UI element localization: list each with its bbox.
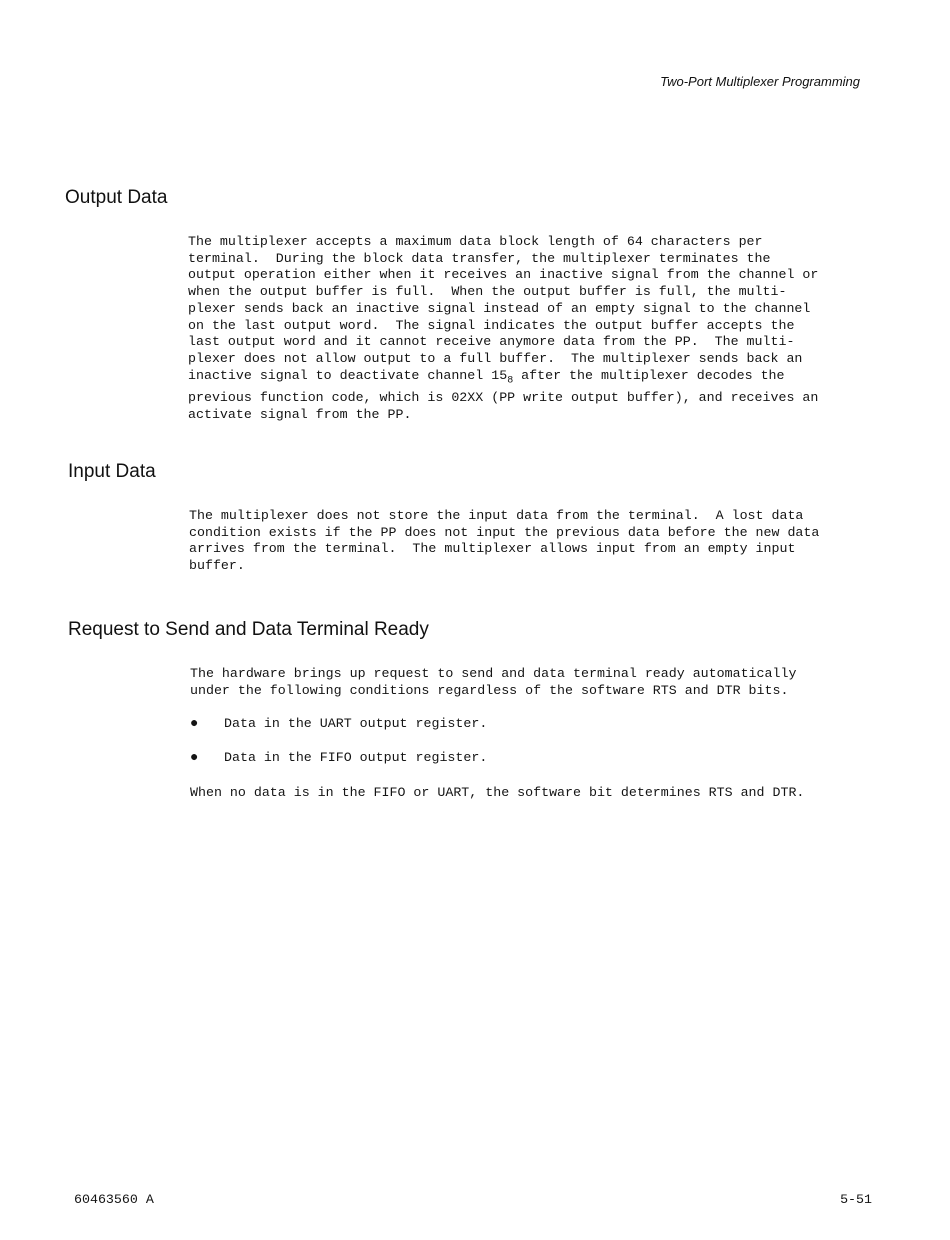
subscript-base: 8 [507,375,514,387]
section-title-output-data: Output Data [65,187,168,208]
output-data-paragraph [188,234,868,423]
text-line: output operation either when it receives an inactive signal from the channel or [188,267,819,283]
bullet-icon: ● [190,750,199,766]
section-title-rts-dtr: Request to Send and Data Terminal Ready [68,619,429,640]
text-line: when the output buffer is full. When the output buffer is full, the multi- [188,284,787,300]
text-line: The multiplexer does not store the input data from the terminal. A lost data [189,508,804,523]
page-number: 5-51 [840,1192,872,1207]
condition-list [190,716,487,784]
text-line: condition exists if the PP does not input the previous data before the new data [189,524,820,540]
text-line: When no data is in the FIFO or UART, the software bit determines RTS and DTR. [190,785,805,800]
text-fragment: inactive signal to deactivate channel 15 [188,367,508,383]
text-line: on the last output word. The signal indicates the output buffer accepts the [188,317,795,333]
bullet-icon: ● [190,716,199,732]
closing-paragraph [190,785,870,802]
section-title-input-data: Input Data [68,461,156,482]
list-item [190,716,487,750]
text-line-with-subscript [188,368,868,390]
document-number: 60463560 A [74,1192,154,1207]
text-line: The hardware brings up request to send and data terminal ready automatically [190,666,797,681]
input-data-paragraph [189,508,869,575]
text-line: activate signal from the PP. [188,406,412,422]
text-line: plexer does not allow output to a full buffer. The multiplexer sends back an [188,350,803,366]
text-line: arrives from the terminal. The multiplexer allows input from an empty input [189,541,796,557]
text-line: under the following conditions regardless of the software RTS and DTR bits. [190,682,789,698]
text-line: The multiplexer accepts a maximum data block length of 64 characters per [188,234,763,249]
list-item-text: Data in the UART output register. [224,716,488,731]
running-header: Two-Port Multiplexer Programming [660,74,860,89]
list-item-text: Data in the FIFO output register. [224,750,488,765]
text-line: buffer. [189,558,245,574]
text-line: previous function code, which is 02XX (PP write output buffer), and receives an [188,389,819,405]
text-fragment: after the multiplexer decodes the [513,367,785,383]
rts-dtr-paragraph [190,666,870,699]
list-item [190,750,487,784]
text-line: terminal. During the block data transfer, the multiplexer terminates the [188,250,771,266]
text-line: last output word and it cannot receive anymore data from the PP. The multi- [188,334,795,350]
text-line: plexer sends back an inactive signal instead of an empty signal to the channel [188,300,811,316]
